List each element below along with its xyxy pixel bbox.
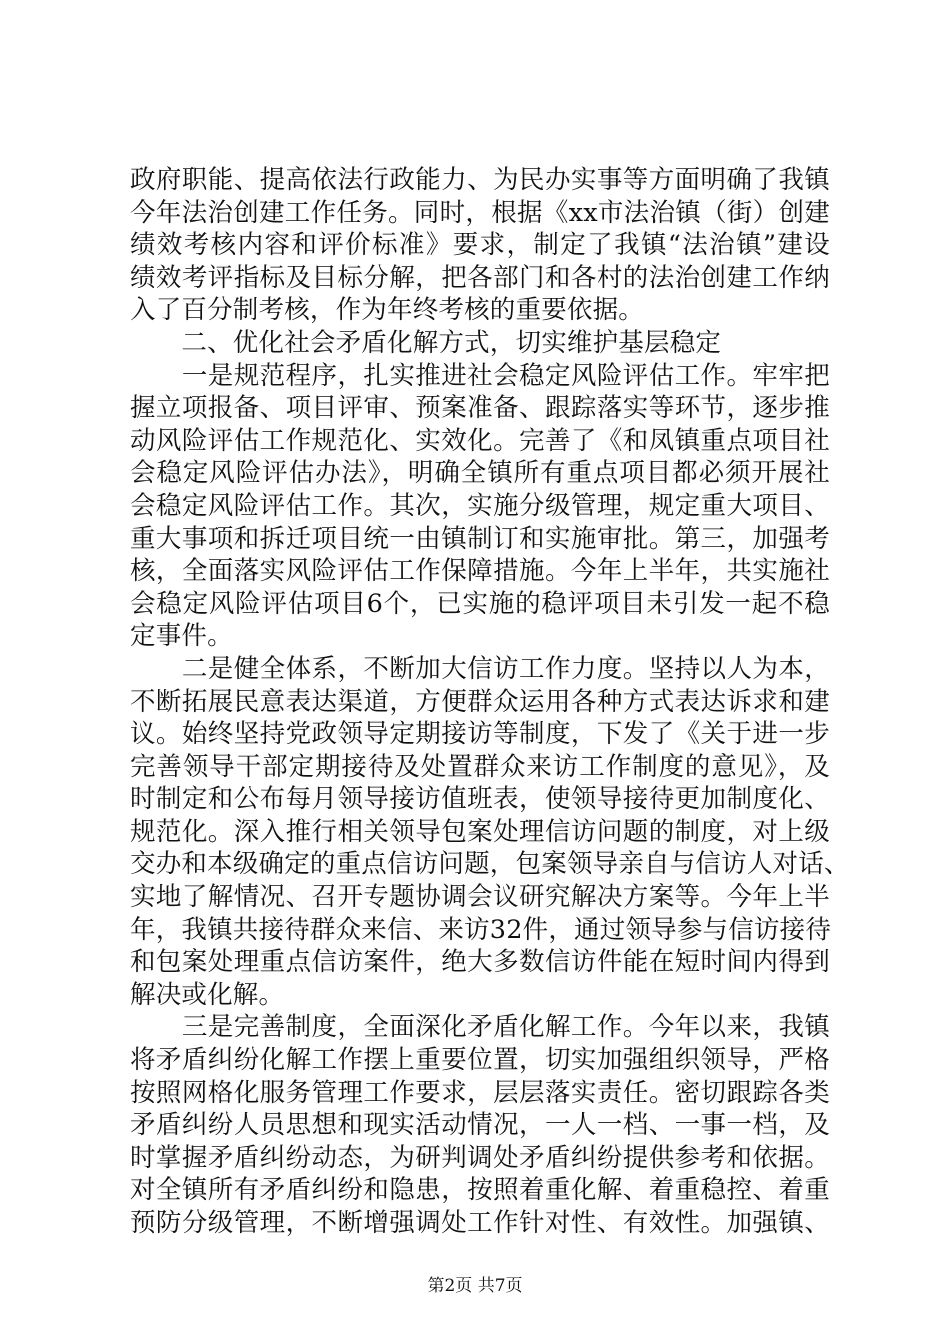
text-line: 按照网格化服务管理工作要求，层层落实责任。密切跟踪各类 (130, 1077, 830, 1108)
text-line: 对全镇所有矛盾纠纷和隐患，按照着重化解、着重稳控、着重 (130, 1175, 830, 1206)
text-line: 绩效考核内容和评价标准》要求，制定了我镇“法治镇”建设 (130, 230, 830, 261)
text-line: 实地了解情况、召开专题协调会议研究解决方案等。今年上半 (130, 882, 830, 913)
text-line: 绩效考评指标及目标分解，把各部门和各村的法治创建工作纳 (130, 262, 830, 293)
text-line: 会稳定风险评估工作。其次，实施分级管理，规定重大项目、 (130, 490, 830, 521)
text-line: 政府职能、提高依法行政能力、为民办实事等方面明确了我镇 (130, 165, 830, 195)
text-line: 二、优化社会矛盾化解方式，切实维护基层稳定 (130, 327, 722, 358)
text-line: 定事件。 (130, 621, 233, 652)
text-line: 将矛盾纠纷化解工作摆上重要位置，切实加强组织领导，严格 (130, 1045, 830, 1076)
text-line: 今年法治创建工作任务。同时，根据《xx市法治镇（街）创建 (130, 197, 830, 228)
text-line: 时制定和公布每月领导接访值班表，使领导接待更加制度化、 (130, 784, 830, 815)
text-line: 二是健全体系，不断加大信访工作力度。坚持以人为本， (130, 653, 830, 684)
text-line: 时掌握矛盾纠纷动态，为研判调处矛盾纠纷提供参考和依据。 (130, 1142, 830, 1173)
text-line: 交办和本级确定的重点信访问题，包案领导亲自与信访人对话、 (130, 849, 850, 880)
text-line: 会稳定风险评估办法》，明确全镇所有重点项目都必须开展社 (130, 458, 830, 489)
text-line: 握立项报备、项目评审、预案准备、跟踪落实等环节，逐步推 (130, 393, 830, 424)
text-line: 完善领导干部定期接待及处置群众来访工作制度的意见》，及 (130, 751, 830, 782)
text-line: 三是完善制度，全面深化矛盾化解工作。今年以来，我镇 (130, 1012, 830, 1043)
text-line: 矛盾纠纷人员思想和现实活动情况，一人一档、一事一档，及 (130, 1110, 830, 1141)
page-number-label: 第2页 共7页 (427, 1276, 523, 1296)
page-footer (0, 1276, 950, 1296)
text-line: 入了百分制考核，作为年终考核的重要依据。 (130, 295, 645, 326)
text-line: 会稳定风险评估项目6个，已实施的稳评项目未引发一起不稳 (130, 588, 830, 619)
text-line: 不断拓展民意表达渠道，方便群众运用各种方式表达诉求和建 (130, 686, 830, 717)
text-line: 议。始终坚持党政领导定期接访等制度，下发了《关于进一步 (130, 719, 830, 750)
text-line: 和包案处理重点信访案件，绝大多数信访件能在短时间内得到 (130, 947, 830, 978)
text-line: 解决或化解。 (130, 979, 285, 1010)
text-line: 年，我镇共接待群众来信、来访32件，通过领导参与信访接待 (130, 914, 832, 945)
text-line: 一是规范程序，扎实推进社会稳定风险评估工作。牢牢把 (130, 360, 830, 391)
text-line: 动风险评估工作规范化、实效化。完善了《和凤镇重点项目社 (130, 425, 830, 456)
text-line: 重大事项和拆迁项目统一由镇制订和实施审批。第三，加强考 (130, 523, 830, 554)
document-body (130, 164, 850, 1240)
text-line: 预防分级管理，不断增强调处工作针对性、有效性。加强镇、 (130, 1208, 830, 1238)
text-line: 规范化。深入推行相关领导包案处理信访问题的制度，对上级 (130, 816, 830, 847)
text-line: 核，全面落实风险评估工作保障措施。今年上半年，共实施社 (130, 556, 830, 587)
